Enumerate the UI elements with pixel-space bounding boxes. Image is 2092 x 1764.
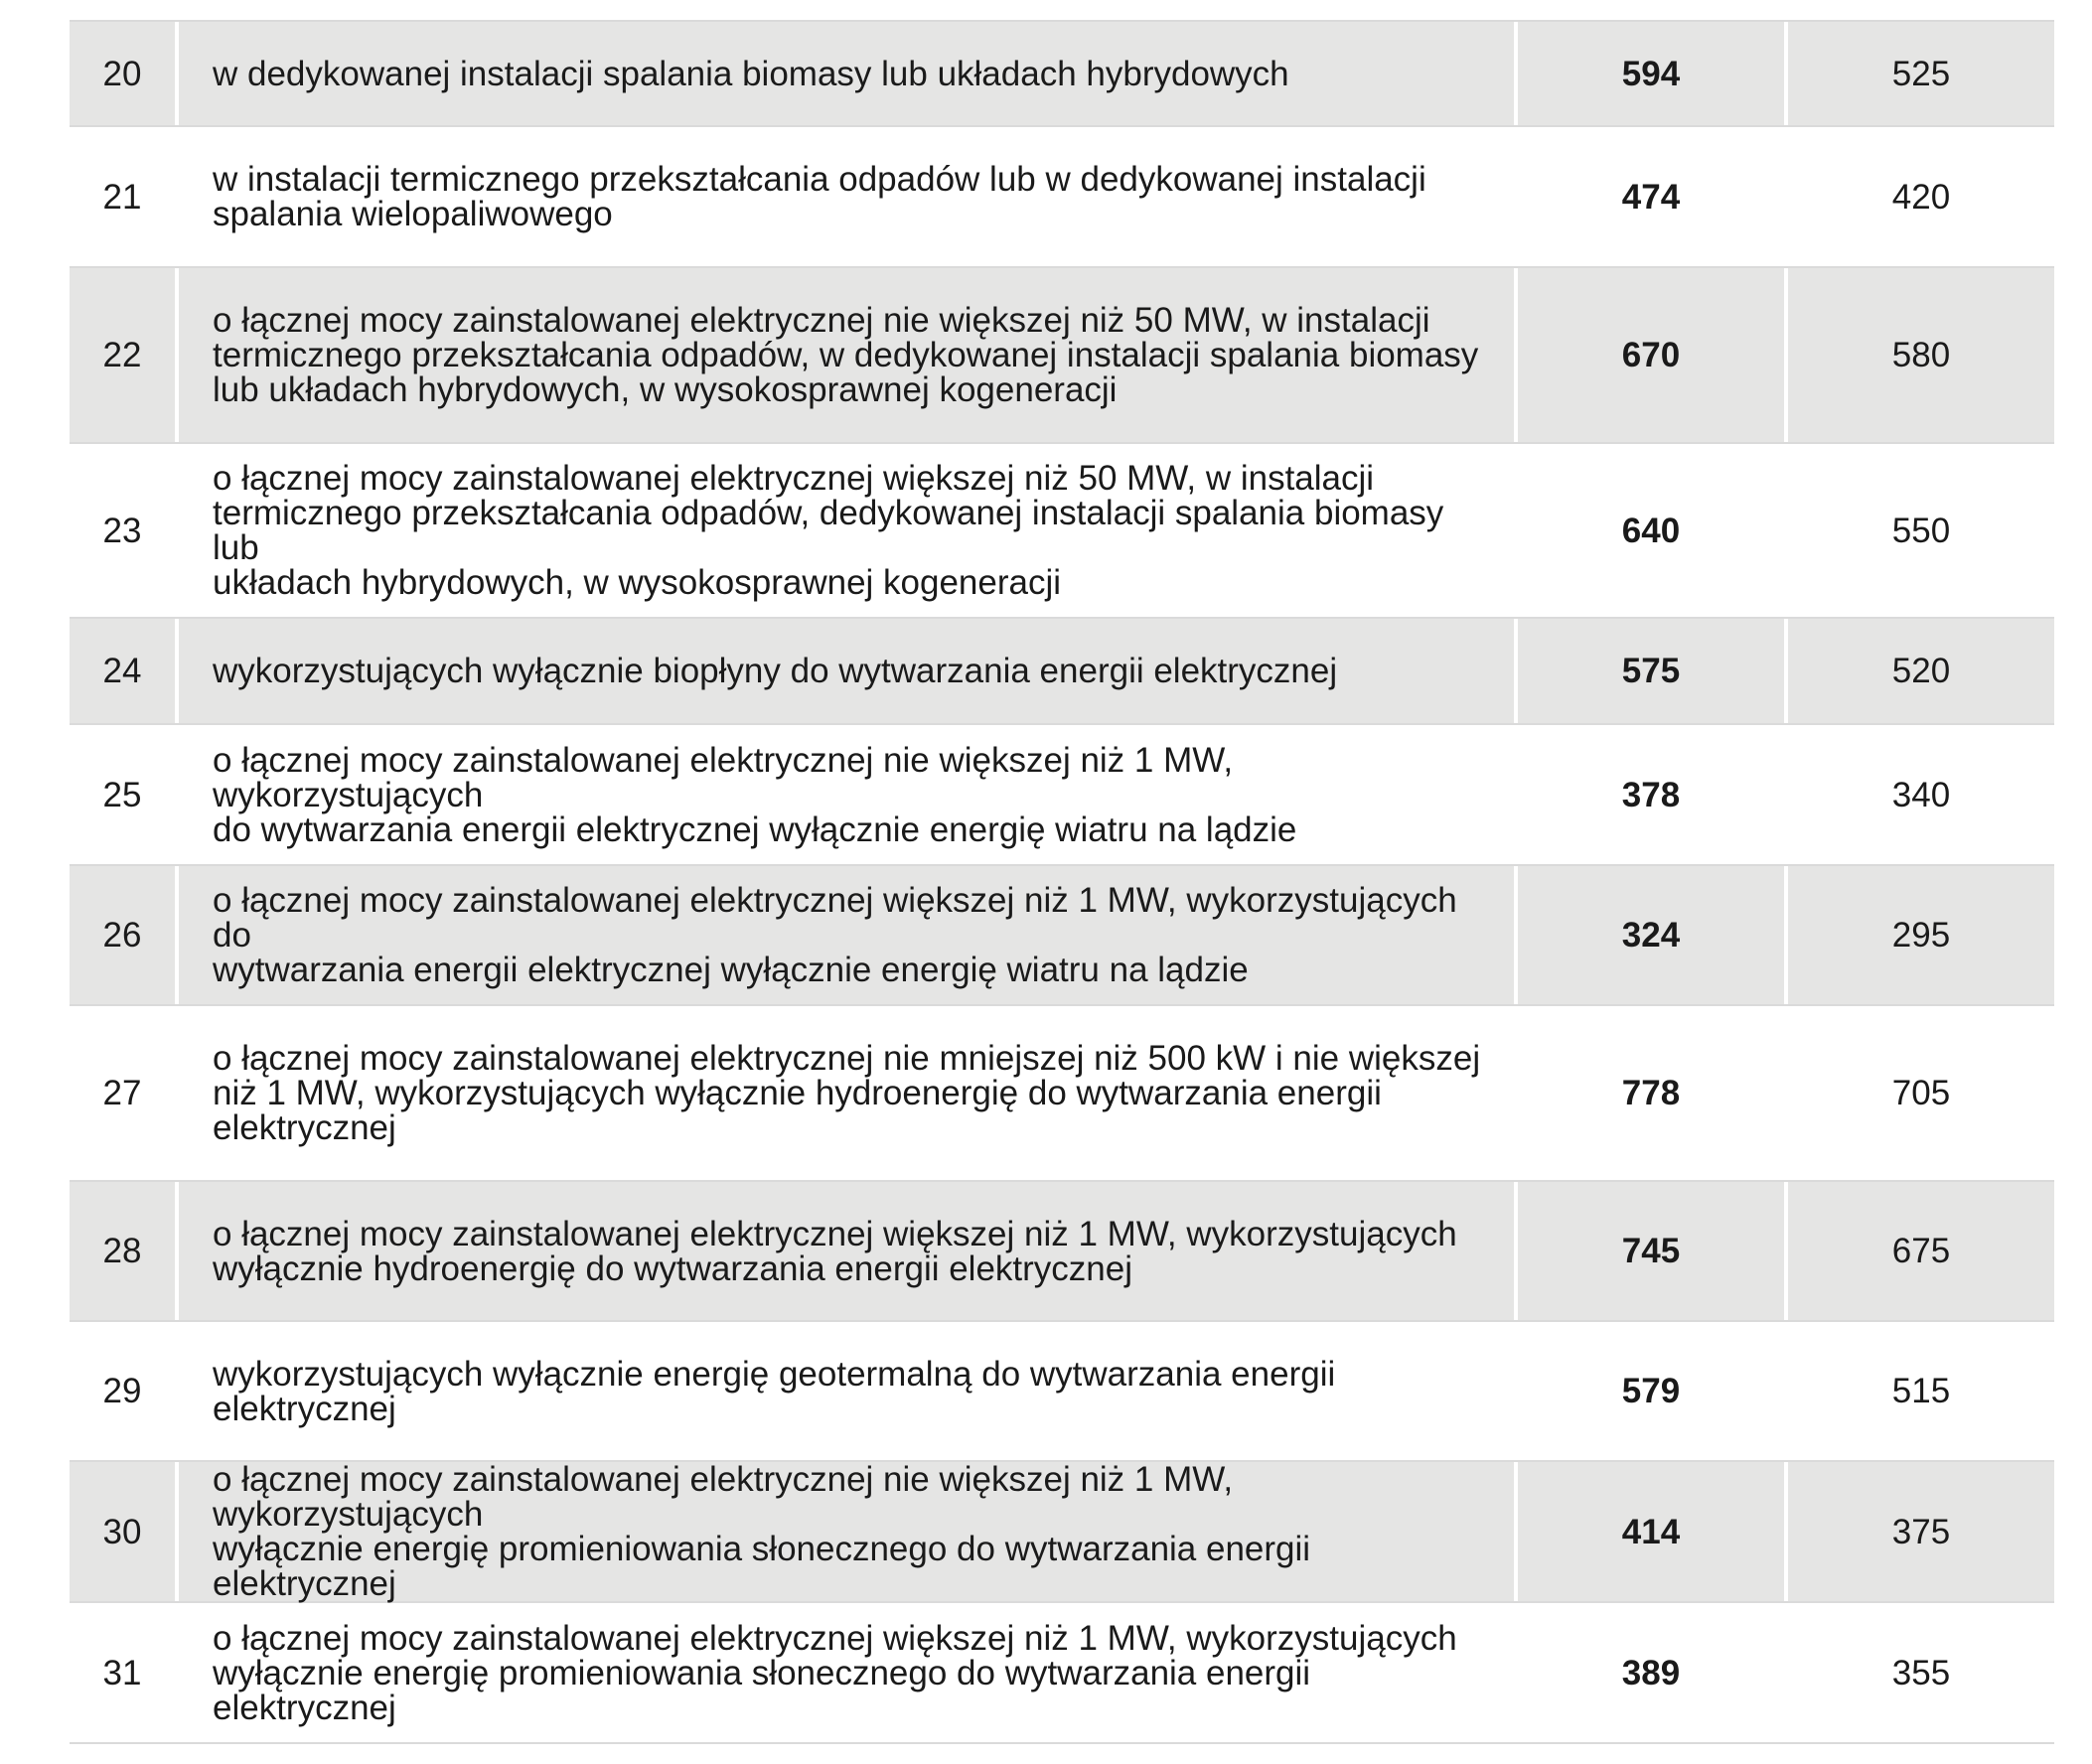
row-value-primary: 378 xyxy=(1621,775,1681,814)
row-value-secondary: 705 xyxy=(1891,1074,1951,1112)
row-number: 23 xyxy=(102,511,142,550)
table-row xyxy=(70,619,2054,725)
row-value-secondary: 675 xyxy=(1788,1182,2054,1320)
row-description xyxy=(179,1006,1514,1180)
table-row xyxy=(70,725,2054,866)
row-value-primary: 575 xyxy=(1518,619,1784,723)
row-description-text: wykorzystujących wyłącznie biopłyny do wytwarzania energii elektrycznej xyxy=(213,652,1338,690)
row-description xyxy=(179,866,1514,1004)
row-description xyxy=(179,1462,1514,1601)
row-value-secondary: 420 xyxy=(1891,177,1951,217)
table-row xyxy=(70,866,2054,1006)
table-row xyxy=(70,444,2054,619)
table-row xyxy=(70,1182,2054,1322)
row-value-primary: 579 xyxy=(1621,1372,1681,1410)
table-row xyxy=(70,22,2054,127)
row-description-text: w instalacji termicznego przekształcania odpadów lub w dedykowanej instalacji spalania wielopaliwowego xyxy=(213,160,1426,233)
row-description-text: o łącznej mocy zainstalowanej elektrycznej nie większej niż 1 MW, wykorzystujących wyłącznie energię promieniowania słonecznego do wytwarzania energii elektrycznej xyxy=(213,1460,1311,1603)
row-value-primary: 324 xyxy=(1518,866,1784,1004)
row-number: 25 xyxy=(102,775,142,814)
table-row xyxy=(70,1603,2054,1744)
row-number: 20 xyxy=(70,22,175,125)
row-description xyxy=(179,725,1514,864)
row-number: 27 xyxy=(102,1074,142,1112)
table-row xyxy=(70,1006,2054,1182)
row-value-primary: 670 xyxy=(1518,268,1784,442)
row-value-primary: 778 xyxy=(1621,1074,1681,1112)
row-description-text: o łącznej mocy zainstalowanej elektrycznej nie większej niż 1 MW, wykorzystujących do wytwarzania energii elektrycznej wyłącznie energię wiatru na lądzie xyxy=(213,740,1297,849)
row-description xyxy=(179,127,1514,266)
table-row xyxy=(70,127,2054,268)
row-description xyxy=(179,619,1514,723)
row-value-primary: 414 xyxy=(1518,1462,1784,1601)
row-number: 28 xyxy=(70,1182,175,1320)
row-value-primary: 594 xyxy=(1518,22,1784,125)
row-value-secondary: 340 xyxy=(1891,775,1951,814)
table-row xyxy=(70,268,2054,444)
row-number: 22 xyxy=(70,268,175,442)
table-row xyxy=(70,1322,2054,1462)
row-number: 29 xyxy=(102,1372,142,1410)
row-value-secondary: 355 xyxy=(1891,1653,1951,1692)
row-number: 30 xyxy=(70,1462,175,1601)
table-row xyxy=(70,1462,2054,1603)
row-description-text: o łącznej mocy zainstalowanej elektrycznej większej niż 1 MW, wykorzystujących wyłącznie hydroenergię do wytwarzania energii elektrycznej xyxy=(213,1214,1457,1288)
row-description xyxy=(179,1182,1514,1320)
row-description-text: o łącznej mocy zainstalowanej elektrycznej większej niż 1 MW, wykorzystujących do wytwarzania energii elektrycznej wyłącznie energię wiatru na lądzie xyxy=(213,881,1457,989)
row-number: 31 xyxy=(102,1653,142,1692)
row-value-secondary: 520 xyxy=(1788,619,2054,723)
tariff-table xyxy=(70,20,2054,1744)
row-description xyxy=(179,444,1514,617)
row-value-primary: 640 xyxy=(1621,511,1681,550)
row-description-text: o łącznej mocy zainstalowanej elektrycznej nie mniejszej niż 500 kW i nie większej niż 1 MW, wykorzystujących wyłącznie hydroenergię do wytwarzania energii elektrycznej xyxy=(213,1039,1481,1147)
row-value-primary: 745 xyxy=(1518,1182,1784,1320)
row-description xyxy=(179,1603,1514,1742)
row-value-secondary: 375 xyxy=(1788,1462,2054,1601)
row-description-text: o łącznej mocy zainstalowanej elektrycznej większej niż 1 MW, wykorzystujących wyłącznie energię promieniowania słonecznego do wytwarzania energii elektrycznej xyxy=(213,1618,1457,1727)
row-description xyxy=(179,268,1514,442)
row-number: 21 xyxy=(102,177,142,217)
row-number: 24 xyxy=(70,619,175,723)
row-value-secondary: 515 xyxy=(1891,1372,1951,1410)
row-description-text: o łącznej mocy zainstalowanej elektrycznej większej niż 50 MW, w instalacji termicznego przekształcania odpadów, dedykowanej instalacji spalania biomasy lub układach hybrydowych, w wysokosprawnej kogeneracji xyxy=(213,459,1444,602)
row-description-text: wykorzystujących wyłącznie energię geotermalną do wytwarzania energii elektrycznej xyxy=(213,1354,1336,1428)
row-value-secondary: 525 xyxy=(1788,22,2054,125)
row-number: 26 xyxy=(70,866,175,1004)
row-value-secondary: 580 xyxy=(1788,268,2054,442)
row-description-text: o łącznej mocy zainstalowanej elektrycznej nie większej niż 50 MW, w instalacji termicznego przekształcania odpadów, w dedykowanej instalacji spalania biomasy lub układach hybrydowych, w wysokosprawnej kogeneracji xyxy=(213,301,1479,409)
row-value-primary: 474 xyxy=(1621,177,1681,217)
row-description xyxy=(179,22,1514,125)
row-value-primary: 389 xyxy=(1621,1653,1681,1692)
row-value-secondary: 550 xyxy=(1891,511,1951,550)
row-value-secondary: 295 xyxy=(1788,866,2054,1004)
row-description xyxy=(179,1322,1514,1460)
row-description-text: w dedykowanej instalacji spalania biomasy lub układach hybrydowych xyxy=(213,54,1289,93)
